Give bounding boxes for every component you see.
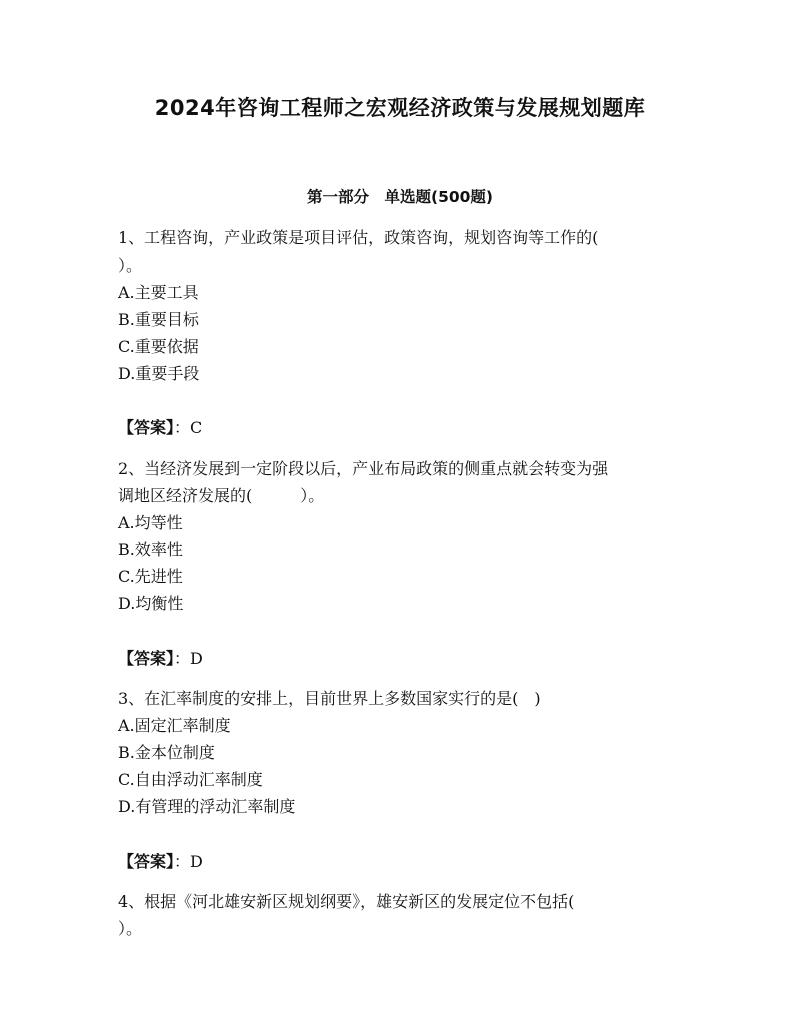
question-3-option-c: C.自由浮动汇率制度 [118,770,263,789]
question-1-stem-line-1: 1、工程咨询，产业政策是项目评估，政策咨询，规划咨询等工作的( [118,228,599,247]
question-2-option-a: A.均等性 [118,513,183,532]
question-3-stem-line-1: 3、在汇率制度的安排上，目前世界上多数国家实行的是( ) [118,689,541,708]
question-1-option-d: D.重要手段 [118,364,200,383]
question-1-answer [118,418,202,438]
question-1-option-c: C.重要依据 [118,337,199,356]
question-1-stem-line-2: ）。 [118,256,143,275]
answer-value: ：D [174,852,203,871]
question-4-stem-line-2: ）。 [118,919,143,938]
answer-label: 【答案】 [118,649,175,668]
question-3-option-b: B.金本位制度 [118,743,215,762]
question-2-option-b: B.效率性 [118,540,183,559]
question-2-answer [118,649,203,669]
answer-value: ：D [174,649,203,668]
section-heading: 第一部分 单选题(500题) [306,188,494,206]
question-2-stem-line-1: 2、当经济发展到一定阶段以后，产业布局政策的侧重点就会转变为强 [118,459,609,478]
question-1-option-a: A.主要工具 [118,283,199,302]
document-title: 2024年咨询工程师之宏观经济政策与发展规划题库 [154,96,646,120]
question-2-stem-line-2: 调地区经济发展的( ）。 [118,486,325,505]
answer-label: 【答案】 [118,418,175,437]
question-3-answer [118,852,203,872]
question-2-option-d: D.均衡性 [118,594,184,613]
answer-value: ：C [174,418,203,437]
question-4-stem-line-1: 4、根据《河北雄安新区规划纲要》，雄安新区的发展定位不包括( [118,892,575,911]
question-2-option-c: C.先进性 [118,567,183,586]
question-3-option-d: D.有管理的浮动汇率制度 [118,797,296,816]
question-1-option-b: B.重要目标 [118,310,199,329]
answer-label: 【答案】 [118,852,175,871]
question-3-option-a: A.固定汇率制度 [118,716,231,735]
